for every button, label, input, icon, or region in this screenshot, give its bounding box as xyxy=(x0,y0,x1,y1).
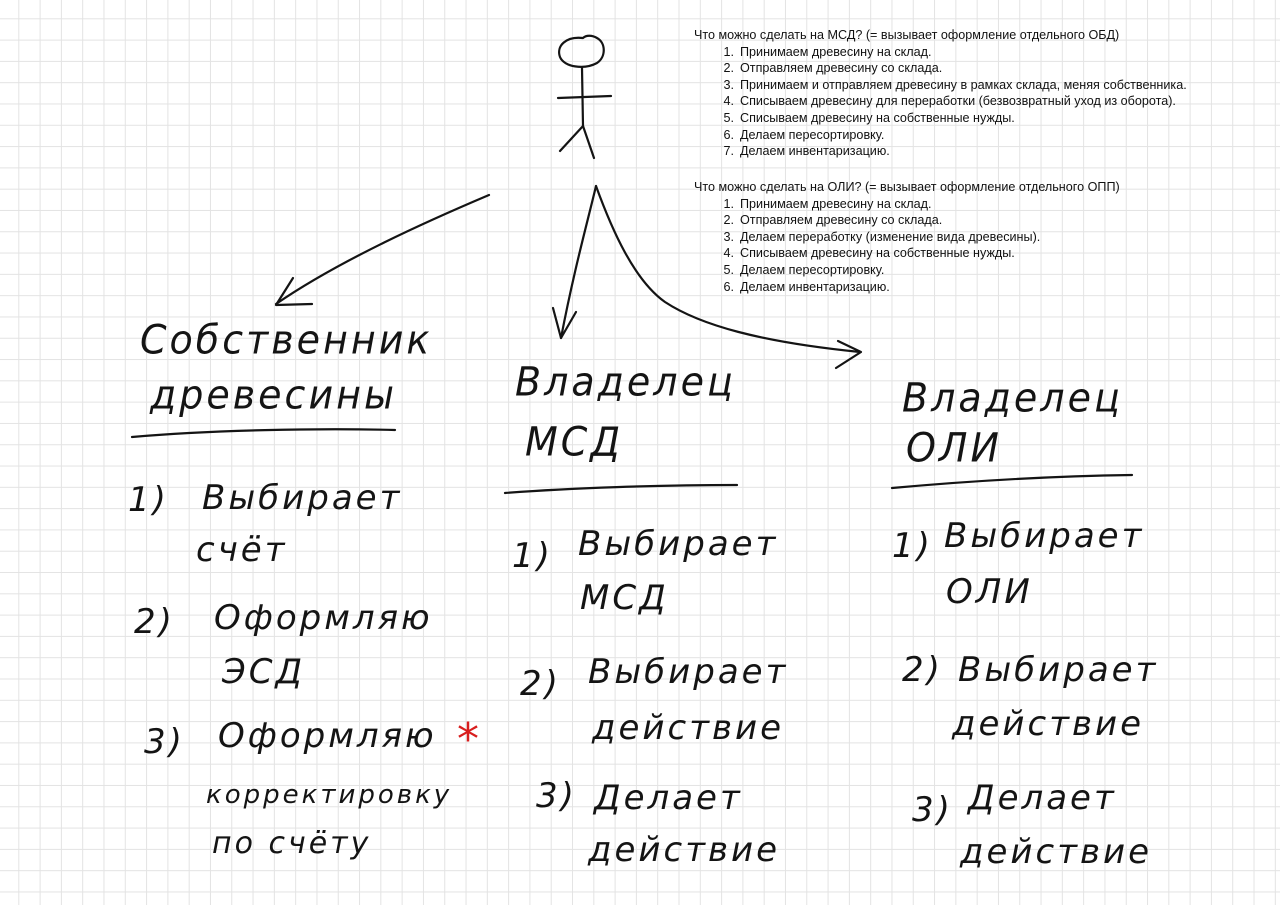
list-item xyxy=(723,262,1120,279)
oli-title-line2: ОЛИ xyxy=(906,424,1002,472)
oli-actions-list xyxy=(694,196,1120,296)
oli-actions-title: Что можно сделать на ОЛИ? (= вызывает оформление отдельного ОПП) xyxy=(694,180,1120,194)
oli-step-2-line2: действие xyxy=(952,704,1145,744)
owner-step-1-number: 1) xyxy=(128,480,169,520)
msd-title-underline xyxy=(505,485,737,493)
msd-step-3-line2: действие xyxy=(588,830,781,870)
msd-step-2-line1: Выбирает xyxy=(588,652,789,692)
oli-step-1-number: 1) xyxy=(892,526,933,566)
msd-actions-note xyxy=(694,27,1187,160)
list-text: Принимаем и отправляем древесину в рамках склада, меняя собственника. xyxy=(740,77,1187,92)
list-text: Списываем древесину для переработки (безвозвратный уход из оборота). xyxy=(740,94,1176,109)
owner-step-1-line1: Выбирает xyxy=(202,478,403,518)
msd-step-3-line1: Делает xyxy=(594,778,743,818)
oli-step-3-line2: действие xyxy=(960,832,1153,872)
list-text: Делаем инвентаризацию. xyxy=(740,144,890,159)
asterisk-mark: * xyxy=(457,714,479,765)
msd-step-1-line2: МСД xyxy=(580,578,669,618)
owner-step-2-line2: ЭСД xyxy=(222,652,306,692)
msd-actions-title: Что можно сделать на МСД? (= вызывает оформление отдельного ОБД) xyxy=(694,28,1120,42)
owner-title-line1: Собственник xyxy=(140,316,433,364)
list-text: Списываем древесину на собственные нужды. xyxy=(740,246,1015,261)
owner-step-1-line2: счёт xyxy=(196,530,288,570)
list-item xyxy=(723,245,1120,262)
oli-step-1-line1: Выбирает xyxy=(944,516,1145,556)
list-number: 6. xyxy=(723,279,734,294)
list-number: 3. xyxy=(723,77,734,92)
oli-step-2-number: 2) xyxy=(902,650,943,690)
list-number: 1. xyxy=(723,196,734,211)
list-text: Отправляем древесину со склада. xyxy=(740,61,943,76)
list-number: 4. xyxy=(723,94,734,109)
list-text: Делаем пересортировку. xyxy=(740,262,885,277)
stick-figure-icon xyxy=(558,36,611,158)
list-item xyxy=(723,229,1120,246)
list-item xyxy=(723,196,1120,213)
arrow-to-msd-icon xyxy=(553,186,596,338)
list-item xyxy=(723,127,1187,144)
owner-step-3-line1: Оформляю xyxy=(218,716,437,756)
list-text: Принимаем древесину на склад. xyxy=(740,44,932,59)
list-item xyxy=(723,44,1187,61)
list-text: Делаем переработку (изменение вида древесины). xyxy=(740,229,1041,244)
list-number: 4. xyxy=(723,246,734,261)
oli-step-1-line2: ОЛИ xyxy=(946,572,1033,612)
list-item xyxy=(723,60,1187,77)
owner-step-2-number: 2) xyxy=(134,602,175,642)
list-text: Списываем древесину на собственные нужды. xyxy=(740,110,1015,125)
list-item xyxy=(723,77,1187,94)
msd-step-3-number: 3) xyxy=(536,776,577,816)
list-number: 1. xyxy=(723,44,734,59)
oli-title-underline xyxy=(892,475,1132,488)
msd-step-1-line1: Выбирает xyxy=(578,524,779,564)
oli-step-3-number: 3) xyxy=(912,790,953,830)
oli-step-3-line1: Делает xyxy=(968,778,1117,818)
list-number: 2. xyxy=(723,61,734,76)
msd-title-line2: МСД xyxy=(525,418,624,466)
owner-title-line2: древесины xyxy=(150,371,397,419)
list-number: 7. xyxy=(723,144,734,159)
oli-title-line1: Владелец xyxy=(902,374,1123,422)
list-number: 5. xyxy=(723,110,734,125)
list-item xyxy=(723,279,1120,296)
owner-title-underline xyxy=(132,429,395,437)
list-item xyxy=(723,110,1187,127)
list-text: Отправляем древесину со склада. xyxy=(740,213,943,228)
msd-step-2-line2: действие xyxy=(592,708,785,748)
oli-actions-note xyxy=(694,179,1120,295)
list-number: 6. xyxy=(723,127,734,142)
list-text: Делаем инвентаризацию. xyxy=(740,279,890,294)
owner-step-2-line1: Оформляю xyxy=(214,598,433,638)
owner-step-3-line3: по счёту xyxy=(212,826,372,861)
oli-step-2-line1: Выбирает xyxy=(958,650,1159,690)
msd-title-line1: Владелец xyxy=(515,358,736,406)
list-text: Делаем пересортировку. xyxy=(740,127,885,142)
list-number: 5. xyxy=(723,262,734,277)
list-item xyxy=(723,143,1187,160)
msd-step-2-number: 2) xyxy=(520,664,561,704)
list-text: Принимаем древесину на склад. xyxy=(740,196,932,211)
msd-step-1-number: 1) xyxy=(512,536,553,576)
owner-step-3-line2: корректировку xyxy=(206,780,453,810)
list-number: 3. xyxy=(723,229,734,244)
list-number: 2. xyxy=(723,213,734,228)
arrow-to-owner-icon xyxy=(276,195,489,305)
list-item xyxy=(723,212,1120,229)
list-item xyxy=(723,93,1187,110)
msd-actions-list xyxy=(694,44,1187,160)
owner-step-3-number: 3) xyxy=(144,722,185,762)
